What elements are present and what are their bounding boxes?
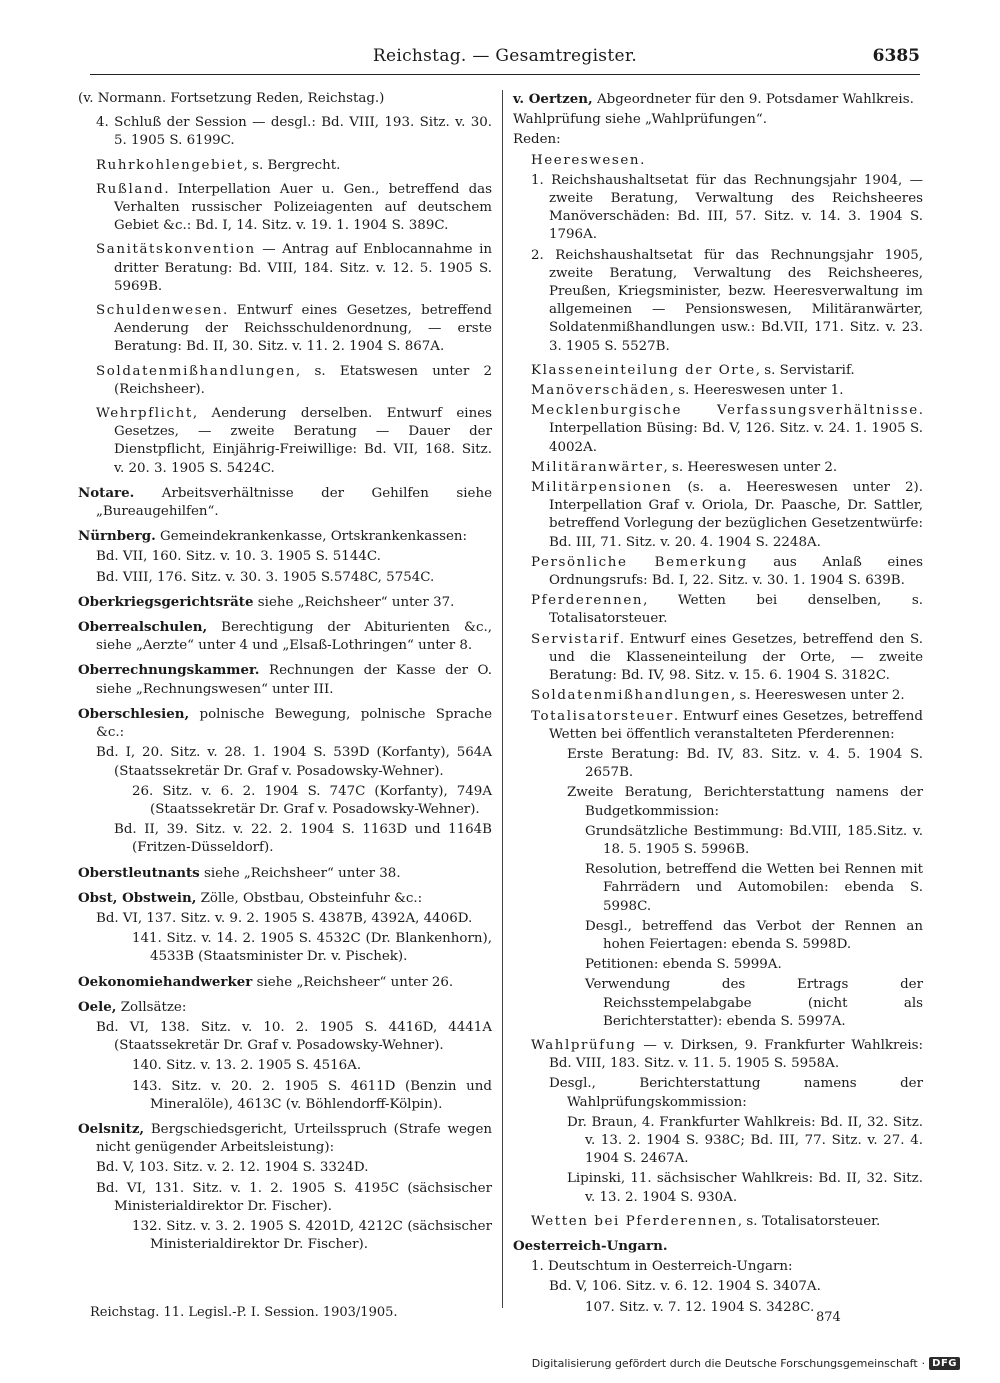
entry-text: Lipinski, 11. sächsischer Wahlkreis: Bd. II, 32. Sitz. v. 13. 2. 1904 S. 930A. [567,1171,923,1205]
column-divider [502,90,503,1308]
entry-text: . [640,152,645,168]
entry-headword: Oekonomiehandwerker [78,973,253,990]
entry-headword: Oesterreich-Ungarn. [513,1237,668,1254]
entry-text: 132. Sitz. v. 3. 2. 1905 S. 4201D, 4212C (sächsischer Ministerialdirektor Dr. Fischer). [132,1218,492,1253]
entry-headword: Obst, Obstwein, [78,889,197,906]
digitization-credit [532,1357,960,1370]
footer-sheet-number: 874 [816,1310,841,1325]
index-entry [513,708,923,744]
digitization-text: Digitalisierung gefördert durch die Deutsche Forschungsgemeinschaft [531,1357,918,1370]
index-entry [78,405,492,478]
entry-text: . Entwurf eines Gesetzes, betreffend Wetten bei öffentlich veranstalteten Pferderennen: [549,708,923,742]
entry-text: Arbeitsverhältnisse der Gehilfen siehe „Bureaugehilfen“. [96,485,492,520]
index-entry [513,1170,923,1206]
index-entry [513,382,923,400]
entry-text: Zollsätze: [116,999,187,1015]
index-entry [78,744,492,780]
entry-text: Resolution, betreffend die Wetten bei Rennen mit Fahrrädern und Automobilen: ebenda S. 5998C. [585,862,923,914]
index-entry [513,687,923,705]
index-entry [513,247,923,356]
entry-headword: Oberschlesien, [78,705,190,722]
dfg-logo-icon: DFG [929,1357,960,1370]
index-entry [513,1278,923,1296]
index-entry [513,1258,923,1276]
page-header [90,44,920,75]
index-entry [513,861,923,916]
entry-text: 143. Sitz. v. 20. 2. 1905 S. 4611D (Benzin und Mineralöle), 4613C (v. Böhlendorff-Kölpin). [132,1078,492,1112]
entry-text: Abgeordneter für den 9. Potsdamer Wahlkreis. [592,92,914,107]
index-entry [513,1299,923,1317]
entry-subject: Schuldenwesen [96,303,223,319]
entry-text: Bd. V, 106. Sitz. v. 6. 12. 1904 S. 3407A. [549,1279,821,1295]
index-entry [78,930,492,966]
entry-text: Berechtigung der Abiturienten &c., siehe „Aerzte“ unter 4 und „Elsaß-Lothringen“ unter 8. [96,620,492,654]
index-entry [78,1078,492,1114]
index-entry [513,402,923,457]
entry-text: Rechnungen der Kasse der O. siehe „Rechnungswesen“ unter III. [96,663,492,697]
entry-subject: Sanitätskonvention [96,242,256,258]
entry-text: 2. Reichshaushaltsetat für das Rechnungsjahr 1905, zweite Beratung, Verwaltung des Reichsheeres, Preußen, Kriegsminister, bezw. Heeresverwaltung im allgemeinen — Pensionswesen, Militäranwärter, Soldatenmißhandlungen usw.: Bd.VII, 171. Sitz. v. 23. 3. 1905 S. 5527B. [531,247,923,354]
entry-subject: Wahlprüfung [531,1037,637,1053]
entry-text: — v. Dirksen, 9. Frankfurter Wahlkreis: Bd. VIII, 183. Sitz. v. 11. 5. 1905 S. 5958A. [549,1037,923,1072]
entry-headword: v. Oertzen, [513,91,593,107]
index-entry [513,131,923,149]
entry-subject: Klasseneinteilung der Orte [531,362,756,378]
entry-text: siehe „Reichsheer“ unter 38. [199,865,401,881]
entry-headword: Oberstleutnants [78,864,200,881]
entry-text: — Antrag auf Enblocannahme in dritter Beratung: Bd. VIII, 184. Sitz. v. 12. 5. 1905 S. 5969B. [114,242,492,294]
index-entry [78,90,492,108]
entry-subject: Soldatenmißhandlungen [531,688,731,704]
index-entry [78,821,492,857]
index-entry [78,910,492,928]
entry-text: (s. a. Heereswesen unter 2). Interpellation Graf v. Oriola, Dr. Paasche, Dr. Sattler, betreffend Vorlegung der bezüglichen Gesetzentwürfe: Bd. III, 71. Sitz. v. 20. 4. 1904 S. 2248A. [549,480,923,550]
page-number: 6385 [872,46,920,66]
index-entry [78,1120,492,1157]
index-entry [513,554,923,590]
entry-text: Bd. VIII, 176. Sitz. v. 30. 3. 1905 S.5748C, 5754C. [96,569,435,585]
index-entry [78,864,492,883]
entry-headword: Oele, [78,998,117,1015]
index-entry [78,302,492,357]
index-entry [513,823,923,859]
index-entry [78,1057,492,1075]
entry-text: aus Anlaß eines Ordnungsrufs: Bd. I, 22. Sitz. v. 30. 1. 1904 S. 639B. [549,554,923,589]
index-entry [513,784,923,820]
entry-text: , s. Servistarif. [755,362,855,378]
entry-text: Wahlprüfung siehe „Wahlprüfungen“. [513,112,767,128]
entry-text: , s. Heereswesen unter 1. [669,383,844,399]
entry-text: Bd. VI, 137. Sitz. v. 9. 2. 1905 S. 4387B, 4392A, 4406D. [96,910,473,926]
entry-text: , s. Heereswesen unter 2. [730,688,905,704]
index-entry [78,783,492,819]
entry-text: Desgl., Berichterstattung namens der Wahlprüfungskommission: [549,1076,923,1110]
entry-subject: Mecklenburgische Verfassungsverhältnisse [531,403,919,419]
entry-text: Bd. II, 39. Sitz. v. 22. 2. 1904 S. 1163D und 1164B (Fritzen-Düsseldorf). [114,822,492,856]
index-entry [78,527,492,546]
entry-text: Bd. I, 20. Sitz. v. 28. 1. 1904 S. 539D (Korfanty), 564A (Staatssekretär Dr. Graf v. Posadowsky-Wehner). [96,745,492,779]
index-entry [78,1159,492,1177]
entry-text: polnische Bewegung, polnische Sprache &c.: [96,706,492,741]
index-entry [513,459,923,477]
entry-text: , Aenderung derselben. Entwurf eines Gesetzes, — zweite Beratung — Dauer der Dienstpflicht, Einjährig-Freiwillige: Bd. VII, 168. Sitz. v. 20. 3. 1905 S. 5424C. [114,406,492,476]
entry-text: Erste Beratung: Bd. IV, 83. Sitz. v. 4. 5. 1904 S. 2657B. [567,746,923,781]
entry-subject: Wetten bei Pferderennen [531,1213,738,1229]
index-entry [78,114,492,150]
index-entry [513,1075,923,1111]
entry-text: , s. Totalisatorsteuer. [737,1213,881,1229]
entry-text: (v. Normann. Fortsetzung Reden, Reichstag.) [78,91,385,106]
index-entry [78,1218,492,1254]
entry-text: , s. Heereswesen unter 2. [663,459,838,475]
entry-text: . Interpellation Büsing: Bd. V, 126. Sitz. v. 24. 1. 1905 S. 4002A. [549,403,923,455]
index-entry [513,90,923,109]
right-column [513,90,923,1319]
left-column [78,90,492,1260]
entry-text: 1. Reichshaushaltsetat für das Rechnungsjahr 1904, — zweite Beratung, Verwaltung des Reichsheeres Manöverschäden: Bd. III, 57. Sitz. v. 14. 3. 1904 S. 1796A. [531,172,923,243]
entry-headword: Oberrealschulen, [78,619,208,636]
entry-text: . Entwurf eines Gesetzes, betreffend den S. und die Klasseneinteilung der Orte, — zweite Beratung: Bd. IV, 98. Sitz. v. 15. 6. 1904 S. 3182C. [549,631,923,684]
index-entry [513,152,923,170]
index-entry [513,1037,923,1073]
entry-subject: Militärpensionen [531,480,673,496]
entry-subject: Soldatenmißhandlungen [96,363,296,379]
index-entry [78,484,492,521]
index-entry [78,157,492,175]
index-entry [513,1114,923,1169]
entry-text: siehe „Reichsheer“ unter 37. [253,594,455,610]
index-entry [78,998,492,1017]
entry-text: Desgl., betreffend das Verbot der Rennen an hohen Feiertagen: ebenda S. 5998D. [585,918,923,952]
entry-text: , s. Bergrecht. [243,157,341,173]
index-entry [513,918,923,954]
entry-text: Zweite Beratung, Berichterstattung namens der Budgetkommission: [567,785,923,819]
entry-text: Gemeindekrankenkasse, Ortskrankenkassen: [155,529,468,545]
index-entry [513,956,923,974]
entry-text: Bd. V, 103. Sitz. v. 2. 12. 1904 S. 3324D. [96,1160,369,1176]
entry-text: Reden: [513,132,561,148]
entry-text: 107. Sitz. v. 7. 12. 1904 S. 3428C. [585,1299,815,1315]
entry-subject: Persönliche Bemerkung [531,554,748,570]
entry-text: , Wetten bei denselben, s. Totalisatorsteuer. [549,593,923,627]
entry-subject: Servistarif [531,631,620,647]
entry-subject: Wehrpflicht [96,406,193,422]
index-entry [513,111,923,129]
entry-text: . Entwurf eines Gesetzes, betreffend Aenderung der Reichsschuldenordnung, — erste Beratung: Bd. II, 30. Sitz. v. 11. 2. 1904 S. 867A. [114,303,492,355]
entry-text: Bergschiedsgericht, Urteilsspruch (Strafe wegen nicht genügender Arbeitsleistung): [96,1121,492,1156]
entry-headword: Oelsnitz, [78,1120,145,1137]
index-entry [78,548,492,566]
footer-session: Reichstag. 11. Legisl.-P. I. Session. 1903/1905. [90,1305,398,1320]
entry-headword: Notare. [78,484,135,501]
index-entry [513,592,923,628]
entry-text: Dr. Braun, 4. Frankfurter Wahlkreis: Bd. II, 32. Sitz. v. 13. 2. 1904 S. 938C; Bd. III, 77. Sitz. v. 27. 4. 1904 S. 2467A. [567,1114,923,1167]
index-entry [78,1019,492,1055]
index-entry [78,363,492,399]
entry-text: Bd. VII, 160. Sitz. v. 10. 3. 1905 S. 5144C. [96,549,381,565]
index-entry [78,593,492,612]
index-entry [513,172,923,245]
index-entry [513,1237,923,1256]
index-entry [78,661,492,698]
entry-headword: Oberrechnungskammer. [78,662,260,679]
index-entry [78,618,492,655]
entry-text: 141. Sitz. v. 14. 2. 1905 S. 4532C (Dr. Blankenhorn), 4533B (Staatsminister Dr. v. Pischek). [132,931,492,965]
index-entry [513,976,923,1031]
index-entry [78,1180,492,1216]
entry-text: 4. Schluß der Session — desgl.: Bd. VIII, 193. Sitz. v. 30. 5. 1905 S. 6199C. [96,115,492,149]
entry-text: Bd. VI, 138. Sitz. v. 10. 2. 1905 S. 4416D, 4441A (Staatssekretär Dr. Graf v. Posadowsky-Wehner). [96,1019,492,1054]
entry-text: , s. Etatswesen unter 2 (Reichsheer). [114,363,492,397]
entry-text: Verwendung des Ertrags der Reichsstempelabgabe (nicht als Berichterstatter): ebenda S. 5997A. [585,977,923,1029]
entry-subject: Manöverschäden [531,383,670,399]
entry-text: 26. Sitz. v. 6. 2. 1904 S. 747C (Korfanty), 749A (Staatssekretär Dr. Graf v. Posadowsky-Wehner). [132,783,492,817]
entry-subject: Militäranwärter [531,459,664,475]
index-entry [78,181,492,236]
entry-subject: Heereswesen [531,152,641,168]
index-entry [78,973,492,992]
entry-text: Petitionen: ebenda S. 5999A. [585,957,782,973]
entry-subject: Totalisatorsteuer [531,708,674,724]
index-entry [513,631,923,686]
separator-dot: · [921,1357,926,1370]
index-entry [513,746,923,782]
index-entry [78,241,492,296]
entry-subject: Rußland [96,181,165,197]
index-entry [513,479,923,552]
entry-text: siehe „Reichsheer“ unter 26. [252,974,454,990]
index-entry [78,569,492,587]
index-entry [513,1213,923,1231]
entry-text: 140. Sitz. v. 13. 2. 1905 S. 4516A. [132,1058,362,1074]
entry-subject: Pferderennen [531,593,644,609]
entry-text: Zölle, Obstbau, Obsteinfuhr &c.: [196,890,423,906]
entry-headword: Nürnberg. [78,528,156,545]
entry-text: . Interpellation Auer u. Gen., betreffend das Verhalten russischer Polizeiagenten auf deutschem Gebiet &c.: Bd. I, 14. Sitz. v. 19. 1. 1904 S. 389C. [114,181,492,234]
entry-text: Grundsätzliche Bestimmung: Bd.VIII, 185.Sitz. v. 18. 5. 1905 S. 5996B. [585,823,923,857]
entry-subject: Ruhrkohlengebiet [96,157,244,173]
entry-text: Bd. VI, 131. Sitz. v. 1. 2. 1905 S. 4195C (sächsischer Ministerialdirektor Dr. Fischer). [96,1180,492,1214]
entry-headword: Oberkriegsgerichtsräte [78,593,254,610]
entry-text: 1. Deutschtum in Oesterreich-Ungarn: [531,1259,793,1275]
index-entry [78,889,492,908]
index-entry [513,362,923,380]
index-entry [78,705,492,742]
page-title: Reichstag. — Gesamtregister. [372,46,638,66]
